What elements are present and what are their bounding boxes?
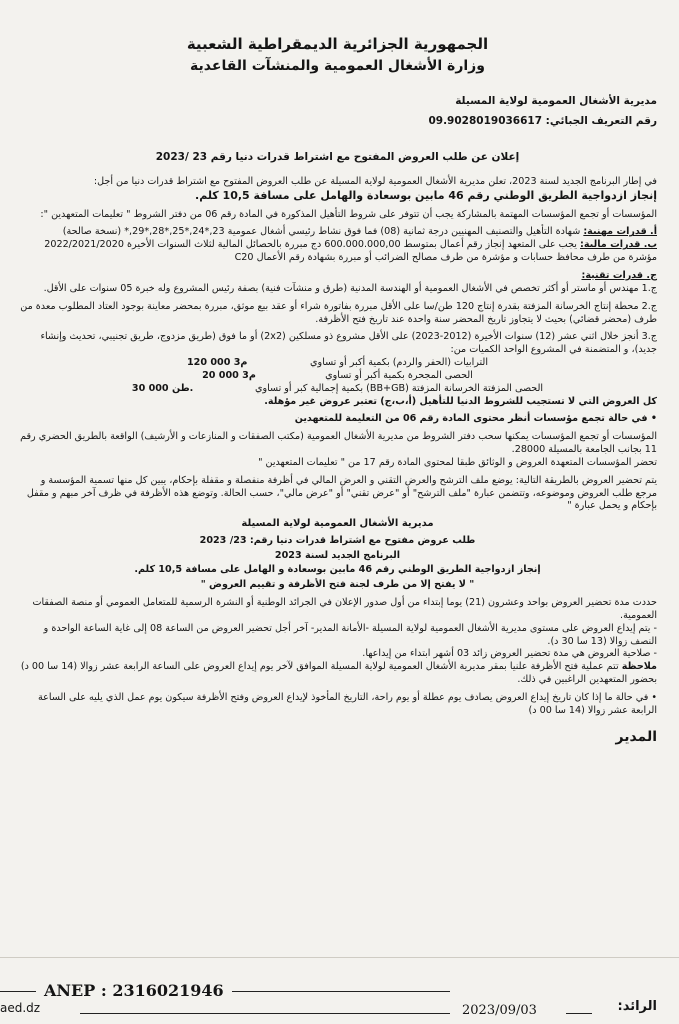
invite-text: المؤسسات أو تجمع المؤسسات المهتمة بالمشاركة يجب أن تتوفر على شروط التأهيل المذكورة في المادة رقم 06 من دفتر الشروط " تعليمات المتعهدين ": <box>40 208 657 220</box>
footer-rule <box>566 1013 592 1014</box>
footer-rule <box>232 991 450 992</box>
envelope-tender: طلب عروض مفتوح مع اشتراط قدرات دنيا رقم: 23/ 2023 <box>199 534 476 546</box>
validity-text: - صلاحية العروض هي مدة تحضير العروض زائد 03 أشهر ابتداء من إيداعها. <box>362 648 657 660</box>
grouping-note: • في حالة تجمع مؤسسات أنظر محتوى المادة رقم 06 من التعليمة للمتعهدين <box>18 413 657 426</box>
quantity-value: 30 000 طن. <box>131 382 194 394</box>
quantity-row <box>18 357 657 370</box>
professional-note: (نسخة صالحة) <box>62 226 122 238</box>
technical-item-2: ج.2 محطة إنتاج الخرسانة المزفتة بقدرة إنتاج 120 طن/سا على الأقل مبررة بفاتورة شراء أو عقد بيع موثق، مبررة بمحضر معاينة بوجود العتاد المطلوب معدة من طرف (محضر قضائي) بحيث لا يتجاوز تاريخ المحضر سنة واحدة عند تاريخ فتح الأظرفة. <box>20 300 657 325</box>
announcement-title: إعلان عن طلب العروض المفتوح مع اشتراط قدرات دنيا رقم 23 /2023 <box>155 150 520 163</box>
anep-number: ANEP : 2316021946 <box>44 981 224 1000</box>
fiscal-id: رقم التعريف الجبائي: 09.9028019036617 <box>428 114 657 127</box>
financial-text: يجب على المتعهد إنجاز رقم أعمال بمتوسط 600.000.000,00 دج مبررة بالحصائل المالية لثلاث السنوات الأخيرة 2022/2021/2020 مؤشرة من طرف محافظ حسابات و مؤشرة من طرف مصالح الضرائب أو مبررة بشهادة رقم الأعمال C20 <box>44 239 657 264</box>
envelope-project: إنجاز ازدواجية الطريق الوطني رقم 46 مابين بوسعادة و الهامل على مسافة 10,5 كلم. <box>134 564 541 576</box>
technical-item-1: ج.1 مهندس أو ماستر أو أكثر تخصص في الأشغال العمومية أو الهندسة المدنية (طرق و منشآت فنية) بصفة رئيس المشروع وله خبرة 05 سنوات على الأقل. <box>43 282 657 294</box>
prepare-text: تحضر المؤسسات المتعهدة العروض و الوثائق طبقا لمحتوى المادة رقم 17 من " تعليمات المتعهدين " <box>258 456 657 468</box>
note-text: تتم عملية فتح الأظرفة علنيا بمقر مديرية الأشغال العمومية لولاية المسيلة الموافق لآخر يوم إيداع العروض على الساعة الرابعة عشر زوالا (14 سا 00 د) بحضور المتعهدين الراغبين في ذلك. <box>20 661 657 686</box>
note-label: ملاحظة <box>621 661 657 673</box>
director-signature: المدير <box>615 728 657 745</box>
ministry-title: وزارة الأشغال العمومية والمنشآت القاعدية <box>190 58 485 75</box>
project-title: إنجاز ازدواجية الطريق الوطني رقم 46 مابين بوسعادة والهامل على مسافة 10,5 كلم. <box>195 188 657 202</box>
directorate-name: مديرية الأشغال العمومية لولاية المسيلة <box>455 94 657 107</box>
withdraw-text: المؤسسات أو تجمع المؤسسات يمكنها سحب دفتر الشروط من مديرية الأشغال العمومية (مكتب الصفقات و المنازعات و الأرشيف) الواقعة بالطريق الحضري رقم 11 بجانب الجامعة بالمسيلة 28000. <box>20 431 657 456</box>
republic-title: الجمهورية الجزائرية الديمقراطية الشعبية <box>186 35 489 53</box>
quantity-value: 120 000 م3 <box>186 357 248 369</box>
deposit-text: - يتم إيداع العروض على مستوى مديرية الأشغال العمومية لولاية المسيلة -الأمانة المدير- آخر أجل تحضير العروض من الساعة 08 إلى غاية الساعة الواحدة و النصف زوالا (13 سا 30 د). <box>43 622 657 647</box>
quantity-label: الترابيات (الحفر والردم) بكمية أكبر أو تساوي <box>310 357 489 369</box>
submission-text: يتم تحضير العروض بالطريقة التالية: يوضع ملف الترشح والعرض التقني و العرض المالي في أظرفة منفصلة و مقفلة بإحكام، يبين كل منها تسمية المؤسسة و مرجع طلب العروض وموضوعه، وتتضمن عبارة "ملف الترشح" أو "عرض تقني" أو "عرض مالي"، حسب الحالة. وتوضع هذه الأظرفة في ظرف آخر مبهم و مقفل بإحكام و يحمل عبارة " <box>26 474 657 512</box>
technical-label: ج. قدرات تقنية: <box>581 269 657 281</box>
quantity-row <box>18 383 657 396</box>
quantity-label: الحصى المجحرة بكمية أكبر أو تساوي <box>325 369 473 381</box>
professional-text: شهادة التأهيل والتصنيف المهنيين درجة ثمانية (08) فما فوق نشاط رئيسي أشغال عمومية 23,*24,*25,*28,*29,* <box>124 226 581 238</box>
quantity-label: الحصى المزفتة الخرسانة المزفتة (BB+GB) بكمية إجمالية كبر أو تساوي <box>254 382 544 394</box>
footer-rule <box>80 1013 450 1014</box>
intro-text: في إطار البرنامج الجديد لسنة 2023، تعلن مديرية الأشغال العمومية لولاية المسيلة عن طلب العروض المفتوح مع اشتراط قدرات دنيا من أجل: <box>93 176 657 188</box>
professional-capacity <box>18 226 657 239</box>
rejection-note: كل العروض التي لا تستجيب للشروط الدنيا للتأهيل (أ،ب،ج) تعتبر عروض غير مؤهلة. <box>264 395 657 407</box>
footer-bar <box>0 957 679 1024</box>
footer-rule <box>0 991 36 992</box>
site-domain: aed.dz <box>0 1001 41 1015</box>
duration-text: حددت مدة تحضير العروض بواحد وعشرون (21) يوما إبتداء من أول صدور الإعلان في الجرائد الوطنية أو النشرة الرسمية للمتعامل العمومي أو منصة الصفقات العمومية. <box>32 597 657 621</box>
envelope-program: البرنامج الجديد لسنة 2023 <box>274 549 401 561</box>
quantity-row <box>18 370 657 383</box>
technical-item-3: ج.3 أنجز خلال اثني عشر (12) سنوات الأخيرة (2012-2023) على الأقل مشروع ذو مسلكين (2x2) أو ما فوق (طريق مزدوج، طريق تجنيبي، تحديث وإنشاء جديد)، و المتضمنة في المشروع الواحد الكميات من: <box>40 331 657 356</box>
envelope-directorate: مديرية الأشغال العمومية لولاية المسيلة <box>241 518 434 530</box>
newspaper-name: الرائد: <box>617 999 657 1014</box>
quantity-value: 20 000 م3 <box>202 369 256 381</box>
publication-date: 2023/09/03 <box>462 1003 537 1018</box>
financial-capacity <box>18 239 657 265</box>
holiday-text: • في حالة ما إذا كان تاريخ إيداع العروض يصادف يوم عطلة أو يوم راحة، التاريخ المأخوذ لإيداع العروض وفتح الأظرفة سيكون يوم عمل الذي يليه على الساعة الرابعة عشر زوالا (14 سا 00 د) <box>18 692 657 718</box>
professional-label: أ. قدرات مهنية: <box>583 226 657 238</box>
financial-label: ب. قدرات مالية: <box>580 239 657 251</box>
note-paragraph <box>18 661 657 687</box>
envelope-warning: " لا يفتح إلا من طرف لجنة فتح الأظرفة و تقييم العروض " <box>200 579 475 591</box>
